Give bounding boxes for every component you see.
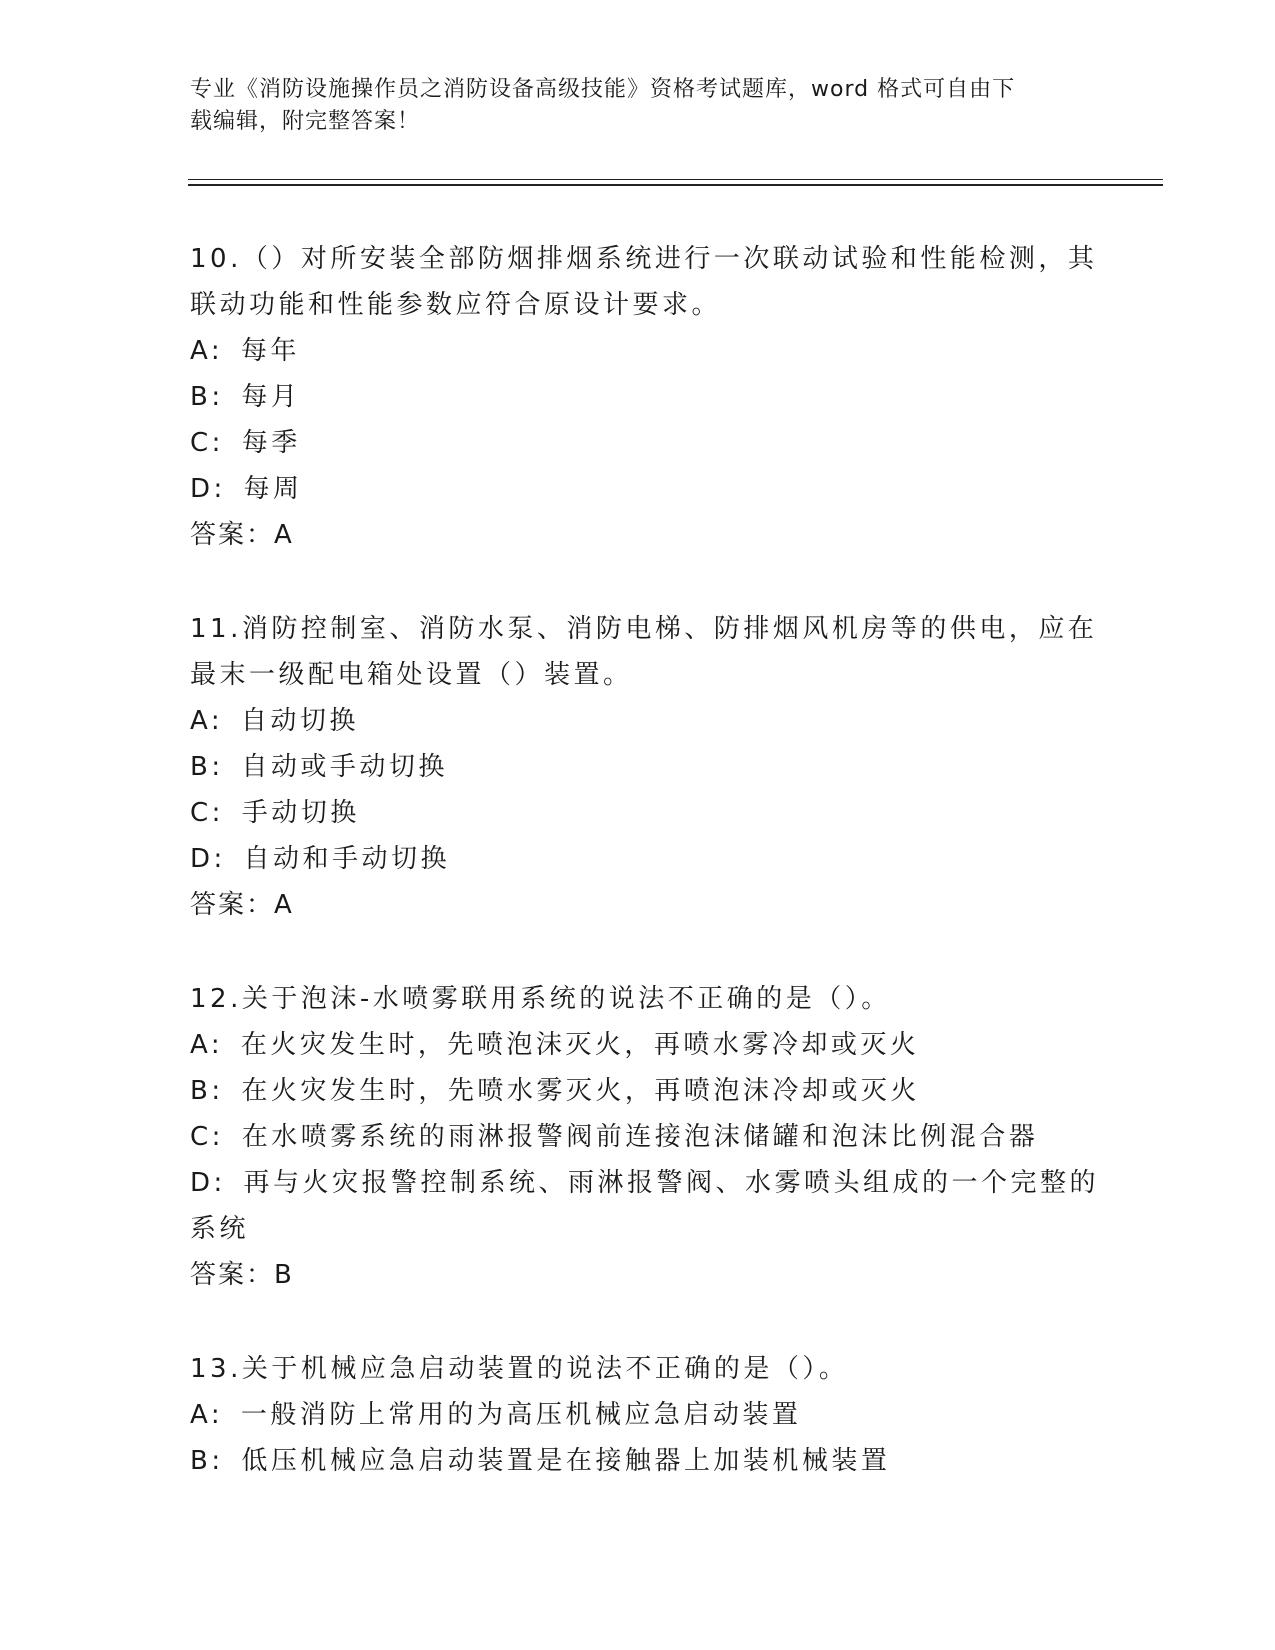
option-text: 手动切换	[241, 798, 360, 828]
option-b	[190, 744, 1090, 790]
option-key: A:	[190, 1400, 224, 1430]
question-item	[190, 606, 1098, 928]
option-key: A:	[190, 706, 224, 736]
question-stem-line: 最末一级配电箱处设置（）装置。	[190, 660, 633, 690]
option-d	[190, 1160, 1100, 1206]
option-a	[190, 328, 1090, 374]
option-b	[190, 1438, 1090, 1484]
option-key: A:	[190, 1030, 224, 1060]
answer-line: 答案：A	[190, 520, 294, 550]
option-text: 每年	[240, 336, 300, 366]
option-key: D:	[190, 474, 226, 504]
option-c	[190, 420, 1090, 466]
question-list	[190, 236, 1100, 1532]
question-stem-line: 13.关于机械应急启动装置的说法不正确的是（）。	[190, 1354, 849, 1384]
option-text: 在火灾发生时，先喷泡沫灭火，再喷水雾冷却或灭火	[240, 1030, 920, 1060]
question-item	[190, 976, 1100, 1298]
option-text: 每周	[243, 474, 303, 504]
question-item	[190, 236, 1098, 558]
option-text: 自动和手动切换	[243, 844, 451, 874]
option-key: A:	[190, 336, 224, 366]
option-text: 再与火灾报警控制系统、雨淋报警阀、水雾喷头组成的一个完整的	[243, 1168, 1100, 1198]
option-text: 每季	[241, 428, 301, 458]
option-key: D:	[190, 844, 226, 874]
question-stem	[190, 606, 1098, 698]
question-item	[190, 1346, 1090, 1484]
question-stem-line: 11.消防控制室、消防水泵、消防电梯、防排烟风机房等的供电，应在	[190, 614, 1098, 644]
option-key: C:	[190, 1122, 224, 1152]
question-stem	[190, 976, 1090, 1022]
option-text: 自动或手动切换	[241, 752, 448, 782]
answer-line: 答案：B	[190, 1260, 294, 1290]
question-stem-line: 10.（）对所安装全部防烟排烟系统进行一次联动试验和性能检测，其	[190, 244, 1098, 274]
option-key: B:	[190, 752, 224, 782]
header-divider-thick	[188, 184, 1163, 186]
option-text: 在水喷雾系统的雨淋报警阀前连接泡沫储罐和泡沫比例混合器	[241, 1122, 1039, 1152]
header-divider-thin	[188, 179, 1163, 180]
option-text: 自动切换	[240, 706, 359, 736]
answer-line: 答案：A	[190, 890, 294, 920]
option-a	[190, 1022, 1090, 1068]
option-a	[190, 698, 1090, 744]
option-key: B:	[190, 1076, 224, 1106]
option-text: 在火灾发生时，先喷水雾灭火，再喷泡沫冷却或灭火	[241, 1076, 920, 1106]
option-b	[190, 374, 1090, 420]
option-c	[190, 1114, 1090, 1160]
header-line-2: 载编辑，附完整答案！	[190, 109, 421, 134]
question-stem	[190, 236, 1098, 328]
option-b	[190, 1068, 1090, 1114]
question-stem-line: 12.关于泡沫-水喷雾联用系统的说法不正确的是（）。	[190, 984, 891, 1014]
option-key: B:	[190, 382, 224, 412]
option-key: C:	[190, 428, 224, 458]
question-stem-line: 联动功能和性能参数应符合原设计要求。	[190, 290, 722, 320]
header-line-1: 专业《消防设施操作员之消防设备高级技能》资格考试题库，word 格式可自由下	[190, 77, 1016, 102]
option-d	[190, 466, 1090, 512]
option-key: B:	[190, 1446, 224, 1476]
option-key: C:	[190, 798, 224, 828]
option-text: 低压机械应急启动装置是在接触器上加装机械装置	[241, 1446, 891, 1476]
option-key: D:	[190, 1168, 226, 1198]
option-d	[190, 836, 1090, 882]
option-text: 一般消防上常用的为高压机械应急启动装置	[240, 1400, 802, 1430]
document-header	[190, 74, 1090, 138]
option-a	[190, 1392, 1090, 1438]
option-text: 每月	[241, 382, 301, 412]
option-c	[190, 790, 1090, 836]
question-stem	[190, 1346, 1090, 1392]
option-d-continuation: 系统	[190, 1214, 250, 1244]
